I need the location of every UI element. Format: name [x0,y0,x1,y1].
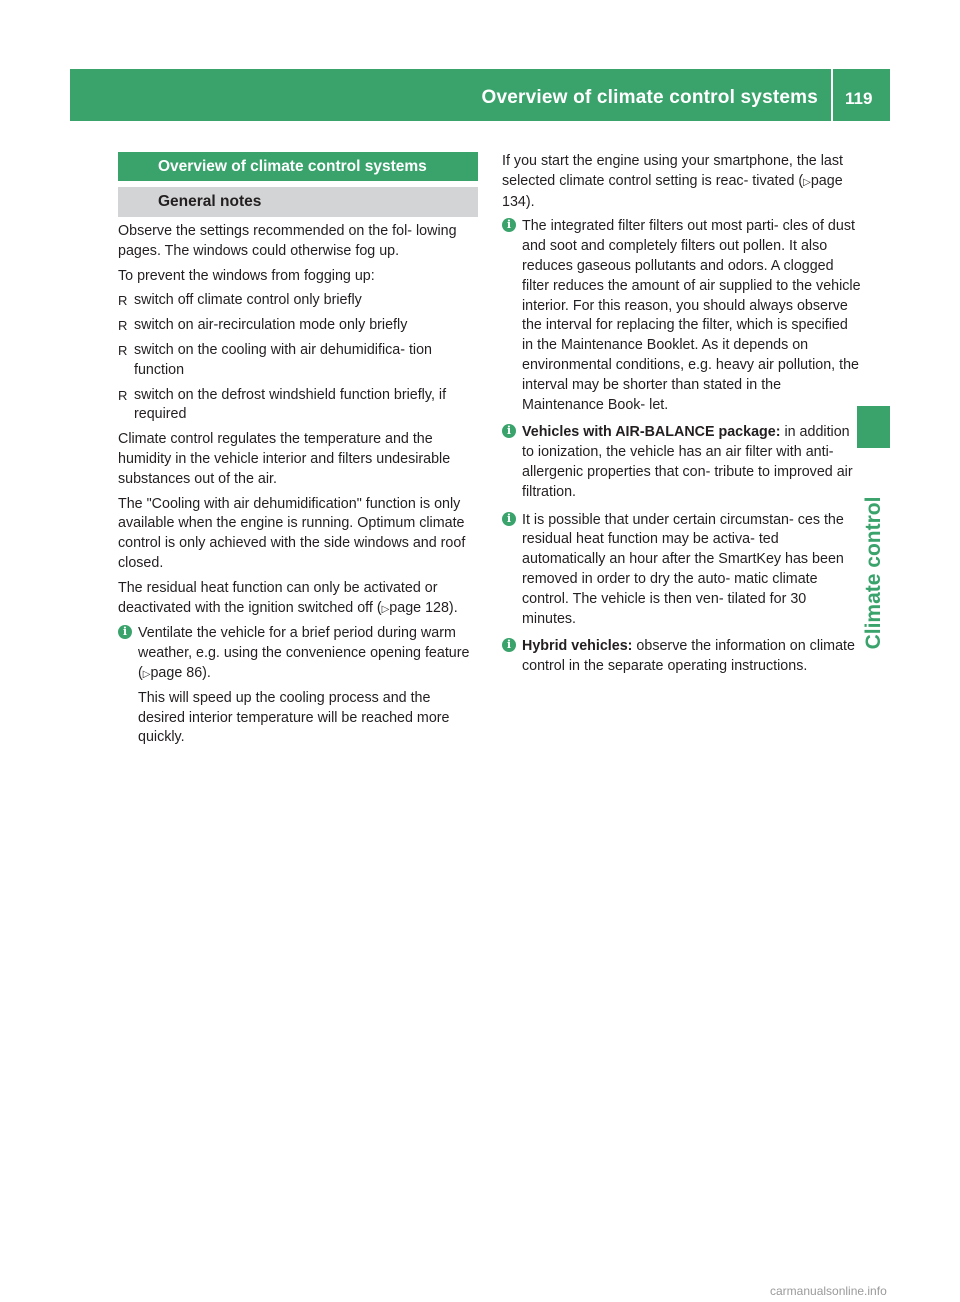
page-ref-arrow-icon: ▷ [803,176,811,188]
chapter-label: Climate control [862,496,885,650]
watermark: carmanualsonline.info [770,1284,887,1298]
list-item-text: switch on the defrost windshield function briefly, if required [134,386,447,423]
list-item [118,341,478,381]
page-reference-link[interactable]: page 86). [150,664,211,681]
note-heading: Vehicles with AIR-BALANCE package: [522,424,781,441]
list-item [118,291,478,311]
list-item-text: switch on air-recirculation mode only briefly [134,317,408,334]
bullet-icon: R [118,318,128,334]
page-ref-arrow-icon: ▷ [381,603,390,615]
info-note [502,511,862,630]
page-header [70,69,890,121]
right-column [502,152,862,685]
paragraph-climate-regulation: Climate control regulates the temperature and the humidity in the vehicle interior and filters undesirable substances out of the air. [118,431,451,487]
note-continuation: This will speed up the cooling process and the desired interior temperature will be reached more quickly. [138,689,450,746]
note-text: in addition to ionization, the vehicle has an air filter with anti-allergenic properties that con- tribute to improved air filtration. [522,424,853,500]
list-item [118,316,478,336]
list-item-text: switch off climate control only briefly [134,292,362,309]
paragraph-prevent-fogging: To prevent the windows from fogging up: [118,267,375,284]
bullet-icon: R [118,342,128,358]
bullet-icon: R [118,293,128,309]
page-ref-arrow-icon: ▷ [142,668,151,680]
info-icon: i [502,218,516,232]
page-number: 119 [845,89,873,108]
note-heading: Hybrid vehicles: [522,638,633,655]
paragraph-smartphone-start: If you start the engine using your smartphone, the last selected climate control setting is reac- tivated (▷page 134). [502,153,843,210]
info-note [502,217,862,415]
note-text: It is possible that under certain circumstan- ces the residual heat function may be activa- ted automatically an hour after the SmartKey has been removed in order to dry the auto- matic climate control. The vehicle is then ven- tilated for 30 minutes. [522,511,844,627]
subsection-title: General notes [118,187,478,217]
info-icon: i [502,424,516,438]
header-divider [831,69,833,121]
info-icon: i [118,625,132,639]
page-reference-link[interactable]: page 134). [502,172,843,210]
note-text: observe the information on climate control in the separate operating instructions. [522,638,855,675]
list-item [118,386,478,426]
header-title: Overview of climate control systems [481,87,818,108]
paragraph-fog-warning: Observe the settings recommended on the fol- lowing pages. The windows could otherwise fog up. [118,223,457,259]
info-icon: i [502,638,516,652]
info-icon: i [502,512,516,526]
page-reference-link[interactable]: page 128). [389,599,458,616]
info-note [502,637,862,677]
paragraph-cooling-function: The "Cooling with air dehumidification" function is only available when the engine is running. Optimum climate control is only achieved with the side windows and roof closed. [118,495,466,571]
info-note [502,423,862,502]
bullet-icon: R [118,387,128,403]
info-note: i Ventilate the vehicle for a brief period during warm weather, e.g. using the convenience opening feature (▷page 86). This will speed up the cooling process and the desired interior temperature will be reached more quickly. [118,624,478,748]
list-item-text: switch on the cooling with air dehumidifica- tion function [134,341,433,378]
paragraph-residual-heat: The residual heat function can only be activated or deactivated with the ignition switched off (▷page 128). [118,579,458,616]
section-title: Overview of climate control systems [118,152,478,181]
note-text: The integrated filter filters out most parti- cles of dust and soot and completely filters out pollen. It also reduces gaseous pollutants and odors. A clogged filter reduces the amount of air supplied to the vehicle interior. For this reason, you should always observe the interval for replacing the filter, which is specified in the Maintenance Booklet. As it depends on environmental conditions, e.g. heavy air pollution, the interval may be shorter than stated in the Maintenance Book- let. [522,218,861,413]
left-column [118,152,478,756]
